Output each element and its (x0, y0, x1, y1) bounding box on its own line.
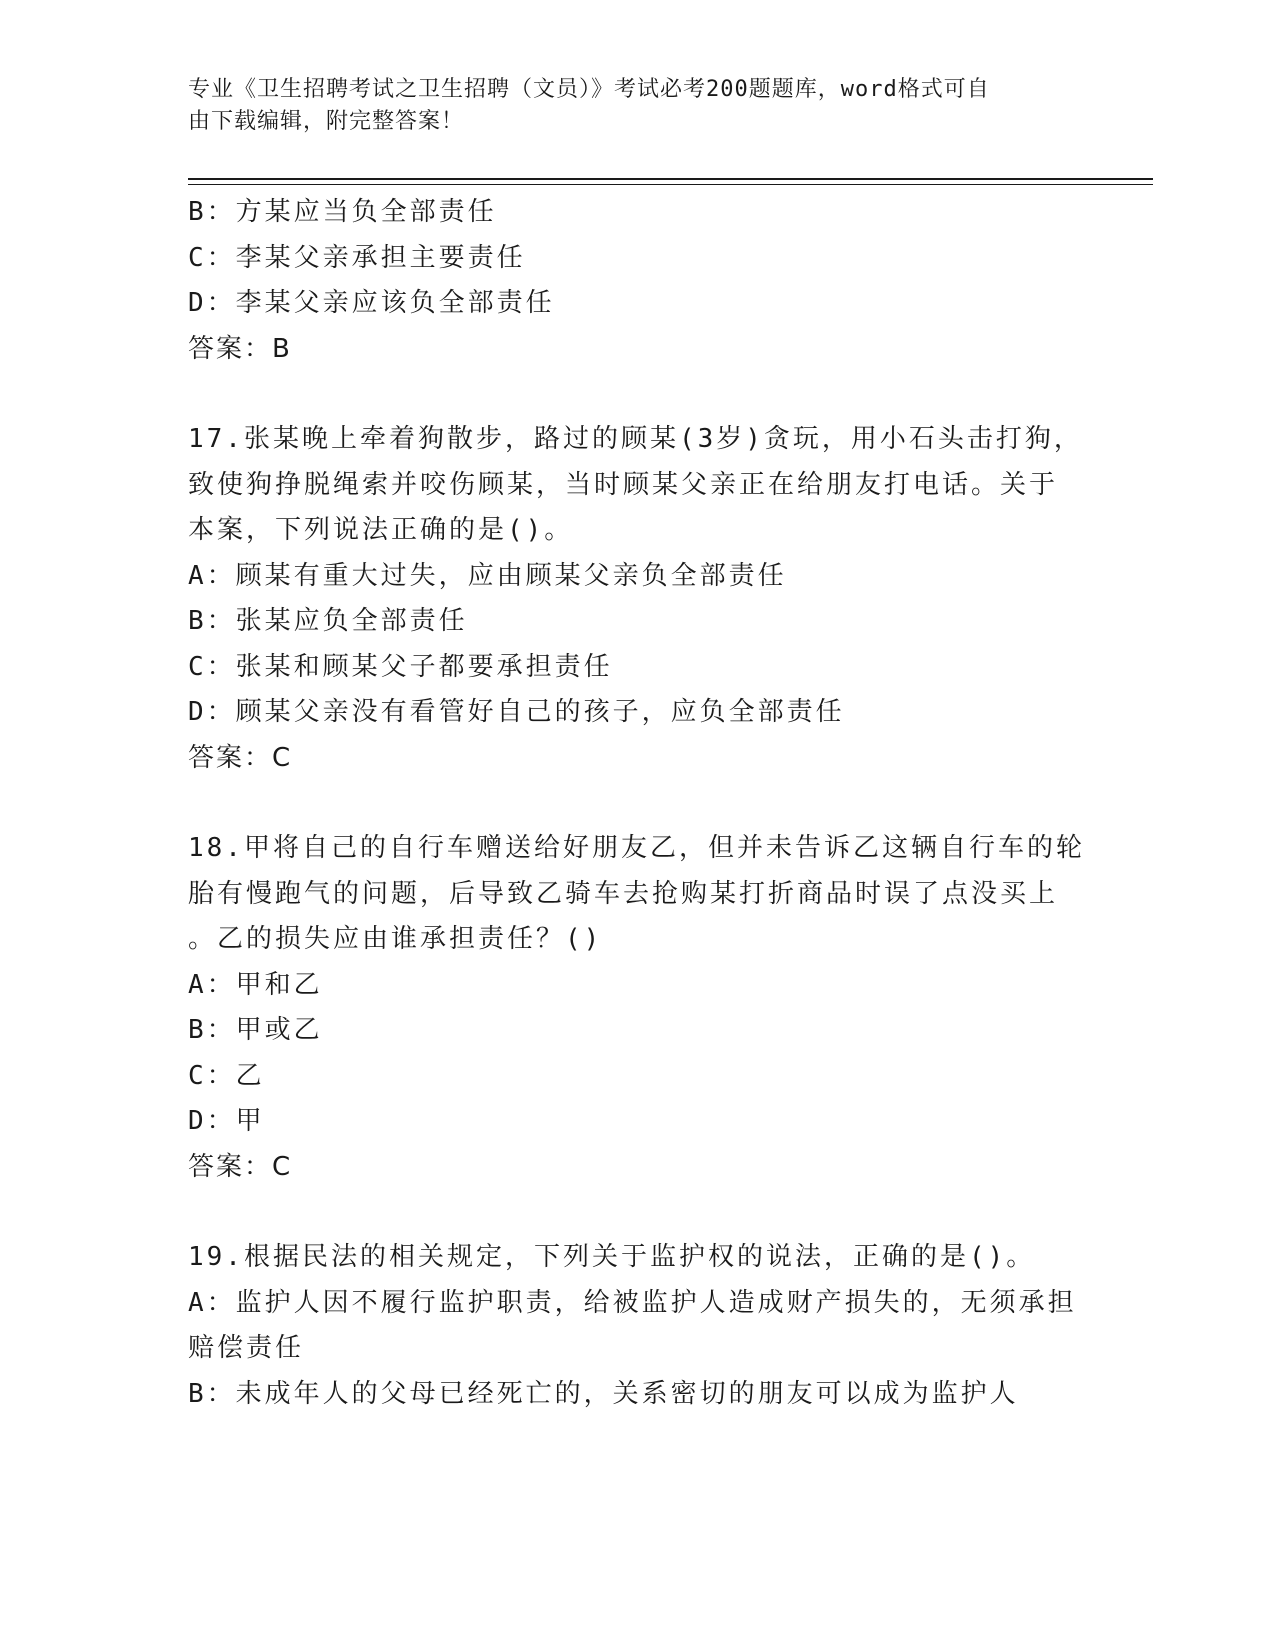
question-block-19 (188, 1235, 1088, 1417)
header-line-2: 由下载编辑，附完整答案！ (188, 109, 465, 134)
question-stem-line: 致使狗挣脱绳索并咬伤顾某，当时顾某父亲正在给朋友打电话。关于 (188, 469, 1059, 500)
option-b: B：张某应负全部责任 (188, 606, 468, 636)
option-c: C：李某父亲承担主要责任 (188, 242, 526, 273)
option-a: A：顾某有重大过失，应由顾某父亲负全部责任 (188, 560, 787, 591)
question-block-prev (188, 190, 1088, 372)
option-d: D：甲 (188, 1106, 265, 1136)
question-stem-line: 胎有慢跑气的问题，后导致乙骑车去抢购某打折商品时误了点没买上 (188, 878, 1059, 909)
option-a: A：监护人因不履行监护职责，给被监护人造成财产损失的，无须承担 (188, 1287, 1077, 1318)
header-line-1: 专业《卫生招聘考试之卫生招聘（文员）》考试必考200题题库，word格式可自 (188, 77, 990, 102)
question-block-17 (188, 417, 1088, 781)
option-b: B：甲或乙 (188, 1015, 323, 1045)
document-body (188, 190, 1088, 1417)
option-c: C：张某和顾某父子都要承担责任 (188, 651, 613, 682)
option-b: B：方某应当负全部责任 (188, 197, 497, 227)
answer-line: 答案：C (188, 742, 293, 773)
question-stem-line: 。乙的损失应由谁承担责任？() (188, 924, 603, 954)
header-divider-thick (188, 178, 1153, 180)
question-stem-line: 本案，下列说法正确的是()。 (188, 515, 574, 545)
option-b: B：未成年人的父母已经死亡的，关系密切的朋友可以成为监护人 (188, 1378, 1019, 1409)
header-divider-thin (188, 184, 1153, 185)
option-a: A：甲和乙 (188, 969, 323, 1000)
option-d: D：李某父亲应该负全部责任 (188, 288, 555, 318)
question-stem-line: 18.甲将自己的自行车赠送给好朋友乙，但并未告诉乙这辆自行车的轮 (188, 833, 1085, 863)
question-block-18 (188, 826, 1088, 1190)
answer-line: 答案：B (188, 333, 292, 364)
question-stem-line: 17.张某晚上牵着狗散步，路过的顾某(3岁)贪玩，用小石头击打狗， (188, 424, 1083, 454)
document-header (188, 74, 1088, 138)
option-d: D：顾某父亲没有看管好自己的孩子，应负全部责任 (188, 697, 845, 727)
answer-line: 答案：C (188, 1151, 293, 1182)
option-a-continued: 赔偿责任 (188, 1333, 305, 1363)
option-c: C：乙 (188, 1060, 265, 1091)
question-stem-line: 19.根据民法的相关规定，下列关于监护权的说法，正确的是()。 (188, 1242, 1036, 1272)
